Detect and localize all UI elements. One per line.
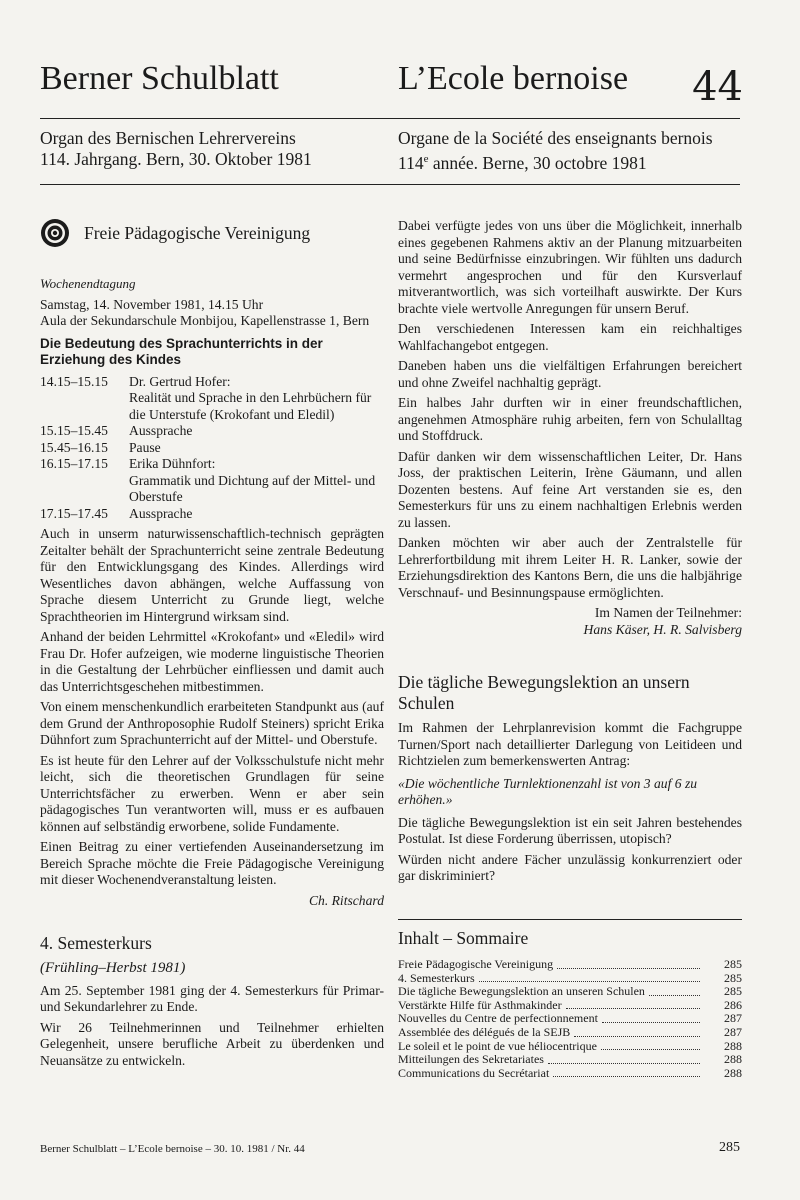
toc-item — [398, 985, 742, 999]
schedule-time: 16.15–17.15 — [40, 456, 108, 471]
issue-number: 44 — [692, 64, 743, 110]
schedule-desc-detail: Realität und Sprache in den Lehrbüchern für die Unterstufe (Krokofant und Eledil) — [129, 390, 372, 422]
toc-label: Le soleil et le point de vue héliocentrique — [398, 1038, 597, 1053]
toc-dots — [566, 999, 700, 1010]
kicker-label: Wochenendtagung — [40, 276, 136, 291]
toc-dots — [602, 1012, 700, 1023]
body-paragraph: Ein halbes Jahr durften wir in einer freundschaftlichen, angenehmen Atmosphäre ruhig arbeiten, fern von Schulalltag und Stoffdruck. — [398, 395, 742, 443]
toc-page: 288 — [724, 1065, 742, 1080]
page-footer: Berner Schulblatt – L’Ecole bernoise – 30. 10. 1981 / Nr. 44 — [40, 1143, 305, 1155]
toc-dots — [557, 958, 700, 969]
toc-label: Nouvelles du Centre de perfectionnement — [398, 1011, 598, 1026]
toc-item — [398, 1067, 742, 1081]
event-place: Aula der Sekundarschule Monbijou, Kapellenstrasse 1, Bern — [40, 313, 370, 328]
toc-page: 288 — [724, 1038, 742, 1053]
masthead-title-german: Berner Schulblatt — [40, 60, 279, 97]
toc-dots — [649, 985, 700, 996]
toc-dots — [479, 972, 700, 983]
article-quote: «Die wöchentliche Turnlektionenzahl ist von 3 auf 6 zu erhöhen.» — [398, 775, 698, 807]
schedule-desc: Pause — [129, 439, 161, 455]
toc-title: Inhalt – Sommaire — [398, 927, 529, 948]
schedule-desc: Aussprache — [129, 423, 193, 438]
subheader-french-date: année. Berne, 30 octobre 1981 — [428, 152, 647, 173]
subheader-french-line-2 — [398, 149, 713, 174]
ordinal-suffix: e — [423, 153, 429, 165]
body-paragraph: Den verschiedenen Interessen kam ein reichhaltiges Wahlfachangebot entgegen. — [398, 321, 742, 353]
body-paragraph: Es ist heute für den Lehrer auf der Volksschulstufe nicht mehr leicht, sich die theoretischen Grundlagen für seine Unterrichtsfächer zu erwerben. Wenn er aber sein pädagogisches Tun verantworten will, muss er es aufbauen können auf selbständig erworbene, solide Fundamente. — [40, 752, 384, 834]
body-paragraph: Einen Beitrag zu einer vertiefenden Auseinandersetzung im Bereich Sprache möchte die Freie Pädagogische Vereinigung mit dieser Wochenendveranstaltung leisten. — [40, 839, 384, 887]
toc-list — [398, 958, 742, 1080]
schedule-desc: Dr. Gertrud Hofer: — [129, 373, 231, 389]
toc-dots — [553, 1067, 700, 1078]
page-number: 285 — [719, 1140, 740, 1155]
body-paragraph: Anhand der beiden Lehrmittel «Krokofant» und «Eledil» wird Frau Dr. Hofer aufzeigen, wie moderne linguistische Theorien in die Gestaltung der Lehrbücher einfliessen und damit auch das Unterrichtsgeschehen mitbestimmen. — [40, 629, 384, 694]
masthead — [40, 52, 745, 110]
right-column — [398, 218, 742, 1080]
section-header-fpv — [40, 218, 384, 248]
body-paragraph: Wir 26 Teilnehmerinnen und Teilnehmer erhielten Gelegenheit, unsere berufliche Arbeit zu überdenken und Neuansätze zu entwickeln. — [40, 1019, 384, 1068]
toc-page: 286 — [724, 997, 742, 1012]
toc-page: 285 — [724, 984, 742, 999]
schedule — [40, 374, 384, 523]
toc-page: 288 — [724, 1052, 742, 1067]
toc-page: 285 — [724, 957, 742, 971]
subheader-german-line-1: Organ des Bernischen Lehrervereins — [40, 128, 296, 148]
body-paragraph: Daneben haben uns die vielfältigen Erfahrungen bereichert und ohne Zweifel nachhaltig geprägt. — [398, 358, 742, 390]
masthead-title-french: L’Ecole bernoise — [398, 60, 629, 97]
schedule-row — [40, 506, 384, 523]
association-logo-icon — [40, 218, 70, 248]
body-paragraph: Dabei verfügte jedes von uns über die Möglichkeit, innerhalb eines gegebenen Rahmens aktiv an der Planung mitzuarbeiten und seine Bedürfnisse einzubringen. Wir fühlten uns dadurch vermehrt angesprochen und für den Kursverlauf mitverantwortlich, was sich vorteilhaft auswirkte. Der Kurs brachte viele wertvolle Anregungen für unsern Beruf. — [398, 218, 742, 316]
subheader-french-line-1: Organe de la Société des enseignants bernois — [398, 128, 713, 148]
body-paragraph: Würden nicht andere Fächer unzulässig konkurrenziert oder gar diskriminiert? — [398, 851, 742, 883]
schedule-desc-detail: Grammatik und Dichtung auf der Mittel- und Oberstufe — [129, 472, 376, 504]
article-title-bewegungslektion: Die tägliche Bewegungslektion an unsern Schulen — [398, 672, 690, 713]
toc-label: Die tägliche Bewegungslektion an unseren Schulen — [398, 984, 645, 999]
toc-item — [398, 1053, 742, 1067]
subheader-german — [40, 128, 312, 170]
schedule-desc: Aussprache — [129, 505, 193, 521]
toc-page: 287 — [724, 1011, 742, 1026]
body-paragraph: Danken möchten wir aber auch der Zentralstelle für Lehrerfortbildung mit ihrem Leiter H. R. Lanker, sowie der Erziehungsdirektion des Kantons Bern, die uns die halbjährige Verschnauf- und Besinnungspause ermöglichten. — [398, 535, 742, 600]
toc-item — [398, 958, 742, 972]
toc-page: 287 — [724, 1024, 742, 1039]
body-paragraph: Im Rahmen der Lehrplanrevision kommt die Fachgruppe Turnen/Sport nach detaillierter Darlegung von Leitideen und Richtzielen zum bemerkenswerten Antrag: — [398, 720, 742, 768]
toc-item — [398, 1026, 742, 1040]
toc-label: Mitteilungen des Sekretariates — [398, 1052, 544, 1067]
subheadline: Die Bedeutung des Sprachunterrichts in der Erziehung des Kindes — [40, 335, 323, 367]
subheader-french — [398, 128, 713, 174]
body-paragraph: Von einem menschenkundlich erarbeiteten Standpunkt aus (auf dem Grund der Anthroposophie Rudolf Steiners) spricht Erika Dühnfort zum Sprachunterricht auf der Mittel- und Oberstufe. — [40, 699, 384, 747]
body-paragraph: Auch in unserm naturwissenschaftlich-technisch geprägten Zeitalter behält der Sprachunterricht seine zentrale Bedeutung für den Entwicklungsgang des Kindes. Allerdings wird Wesentliches davon abhängen, welche Auffassung von Sprache diesem Unterricht zu Grunde liegt, welche Sprachtheorien im Hintergrund wirksam sind. — [40, 526, 384, 624]
schedule-row — [40, 440, 384, 457]
schedule-desc: Erika Dühnfort: — [129, 456, 216, 471]
toc-item — [398, 999, 742, 1013]
schedule-row — [40, 374, 384, 424]
toc-page: 285 — [724, 970, 742, 985]
schedule-time: 15.15–15.45 — [40, 423, 108, 438]
toc-label: Communications du Secrétariat — [398, 1065, 550, 1080]
toc-dots — [601, 1040, 700, 1051]
toc-item — [398, 1040, 742, 1054]
event-date: Samstag, 14. November 1981, 14.15 Uhr — [40, 296, 264, 312]
article-title-semesterkurs: 4. Semesterkurs — [40, 933, 152, 953]
schedule-row — [40, 423, 384, 440]
body-paragraph: Am 25. September 1981 ging der 4. Semesterkurs für Primar- und Sekundarlehrer zu Ende. — [40, 982, 384, 1014]
left-column — [40, 218, 384, 1073]
subheader-german-line-2: 114. Jahrgang. Bern, 30. Oktober 1981 — [40, 149, 312, 169]
author-signature: Ch. Ritschard — [308, 892, 384, 908]
toc-label: 4. Semesterkurs — [398, 970, 475, 985]
signoff-names: Hans Käser, H. R. Salvisberg — [583, 621, 742, 637]
schedule-time: 15.45–16.15 — [40, 439, 108, 455]
body-paragraph: Dafür danken wir dem wissenschaftlichen Leiter, Dr. Hans Joss, der praktischen Leiterin, Irène Gäumann, und allen Dozenten bestens. Auf feine Art verstanden sie es, den Semesterkurs für uns zu einem nachhaltigen Erlebnis werden zu lassen. — [398, 448, 742, 530]
section-title: Freie Pädagogische Vereinigung — [84, 222, 311, 243]
toc-rule — [398, 919, 742, 920]
schedule-time: 14.15–15.15 — [40, 373, 108, 389]
header-rule — [40, 118, 740, 119]
toc-dots — [548, 1053, 700, 1064]
toc-dots — [574, 1026, 700, 1037]
schedule-time: 17.15–17.45 — [40, 505, 108, 521]
toc-item — [398, 1012, 742, 1026]
toc-item — [398, 972, 742, 986]
article-subtitle: (Frühling–Herbst 1981) — [40, 960, 186, 976]
schedule-row — [40, 456, 384, 506]
year-number: 114 — [398, 152, 424, 173]
signoff-label: Im Namen der Teilnehmer: — [594, 605, 742, 620]
subheader-rule — [40, 184, 740, 185]
toc-label: Freie Pädagogische Vereinigung — [398, 957, 554, 971]
toc-label: Assemblée des délégués de la SEJB — [398, 1024, 571, 1039]
body-paragraph: Die tägliche Bewegungslektion ist ein seit Jahren bestehendes Postulat. Ist diese Forderung überrissen, utopisch? — [398, 814, 742, 846]
toc-label: Verstärkte Hilfe für Asthmakinder — [398, 997, 562, 1012]
